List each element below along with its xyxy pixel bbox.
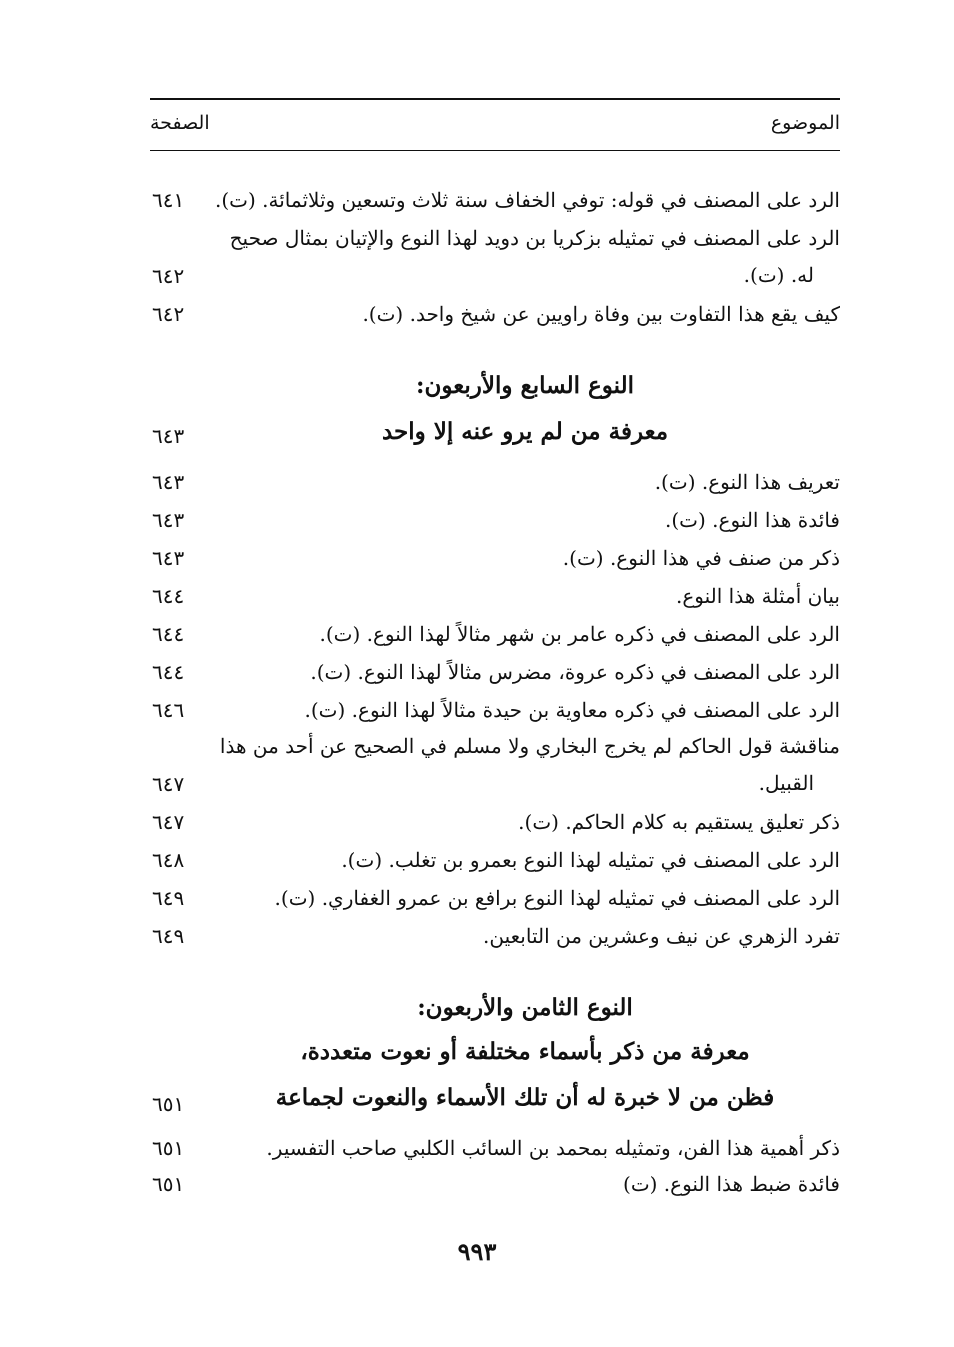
section-subtitle-line1: معرفة من ذكر بأسماء مختلفة أو نعوت متعددة، — [300, 1038, 750, 1065]
entry-page: ٦٤٣ — [152, 508, 185, 532]
entry-text — [208, 220, 840, 294]
index-entry — [150, 220, 840, 296]
entry-text: الرد على المصنف في قوله: توفي الخفاف سنة ثلاث وتسعين وثلاثمائة. (ت). — [215, 188, 840, 212]
entry-page: ٦٤٧ — [152, 810, 185, 834]
index-entry — [150, 464, 840, 500]
section-title: النوع السابع والأربعون: — [415, 372, 634, 399]
index-entry — [150, 540, 840, 576]
entry-text: ذكر من صنف في هذا النوع. (ت). — [562, 546, 840, 570]
entry-page: ٦٤٧ — [152, 772, 185, 796]
entry-text: كيف يقع هذا التفاوت بين وفاة راويين عن شيخ واحد. (ت). — [362, 302, 840, 326]
entry-text-line2: القبيل. — [758, 771, 814, 795]
entry-page: ٦٥١ — [152, 1172, 185, 1196]
header-top-rule — [150, 98, 840, 100]
entry-page: ٦٤٢ — [152, 302, 185, 326]
header-bottom-rule — [150, 150, 840, 151]
section-subtitle-line2: فظن من لا خبرة له أن تلك الأسماء والنعوت لجماعة — [275, 1084, 775, 1111]
entry-text-line1: مناقشة قول الحاكم لم يخرج البخاري ولا مسلم في الصحيح عن أحد من هذا — [219, 734, 840, 758]
index-entry — [150, 880, 840, 916]
entry-text: تفرد الزهري عن نيف وعشرين من التابعين. — [483, 924, 840, 948]
entry-text: فائدة ضبط هذا النوع. (ت) — [623, 1172, 840, 1196]
index-entry — [150, 654, 840, 690]
entry-page: ٦٤٨ — [152, 848, 185, 872]
index-entry — [150, 182, 840, 218]
entry-page: ٦٤٦ — [152, 698, 185, 722]
entry-page: ٦٤٢ — [152, 264, 185, 288]
entry-text: الرد على المصنف في تمثيله لهذا النوع بعمرو بن تغلب. (ت). — [341, 848, 840, 872]
entry-page: ٦٤٩ — [152, 924, 185, 948]
entry-text-line2: له. (ت). — [743, 263, 814, 287]
section-subtitle: معرفة من لم يرو عنه إلا واحد — [381, 418, 669, 445]
entry-page: ٦٤٤ — [152, 622, 185, 646]
index-entry — [150, 1166, 840, 1202]
entry-text: ذكر تعليق يستقيم به كلام الحاكم. (ت). — [518, 810, 840, 834]
entry-page: ٦٤١ — [152, 188, 185, 212]
index-entry — [150, 296, 840, 332]
index-entry — [150, 502, 840, 538]
index-entry — [150, 578, 840, 614]
index-entry — [150, 692, 840, 728]
entry-page: ٦٤٩ — [152, 886, 185, 910]
entry-page: ٦٤٤ — [152, 584, 185, 608]
index-entry — [150, 804, 840, 840]
entry-text-line1: الرد على المصنف في تمثيله بزكريا بن دويد لهذا النوع والإتيان بمثال صحيح — [229, 226, 840, 250]
entry-text: بيان أمثلة هذا النوع. — [675, 584, 840, 608]
column-header-page: الصفحة — [150, 112, 210, 134]
entry-text: الرد على المصنف في ذكره عامر بن شهر مثالاً لهذا النوع. (ت). — [319, 622, 840, 646]
entry-text: الرد على المصنف في تمثيله لهذا النوع برافع بن عمرو الغفاري. (ت). — [274, 886, 840, 910]
page-number: ٩٩٣ — [457, 1237, 497, 1266]
section-title: النوع الثامن والأربعون: — [417, 994, 633, 1021]
entry-page: ٦٤٣ — [152, 470, 185, 494]
entry-text: الرد على المصنف في ذكره عروة، مضرس مثالاً لهذا النوع. (ت). — [310, 660, 840, 684]
section-page: ٦٤٣ — [152, 424, 185, 448]
index-entry — [150, 616, 840, 652]
index-entry — [150, 918, 840, 954]
entry-text: ذكر أهمية هذا الفن، وتمثيله بمحمد بن السائب الكلبي صاحب التفسير. — [266, 1136, 840, 1160]
index-entry — [150, 1130, 840, 1166]
index-entry — [150, 728, 840, 804]
section-page: ٦٥١ — [152, 1092, 185, 1116]
entry-page: ٦٤٣ — [152, 546, 185, 570]
entry-page: ٦٤٤ — [152, 660, 185, 684]
entry-text: تعريف هذا النوع. (ت). — [654, 470, 840, 494]
entry-text — [208, 728, 840, 802]
entry-text: فائدة هذا النوع. (ت). — [665, 508, 840, 532]
entry-page: ٦٥١ — [152, 1136, 185, 1160]
entry-text: الرد على المصنف في ذكره معاوية بن حيدة مثالاً لهذا النوع. (ت). — [304, 698, 840, 722]
column-header-topic: الموضوع — [770, 112, 840, 134]
index-entry — [150, 842, 840, 878]
